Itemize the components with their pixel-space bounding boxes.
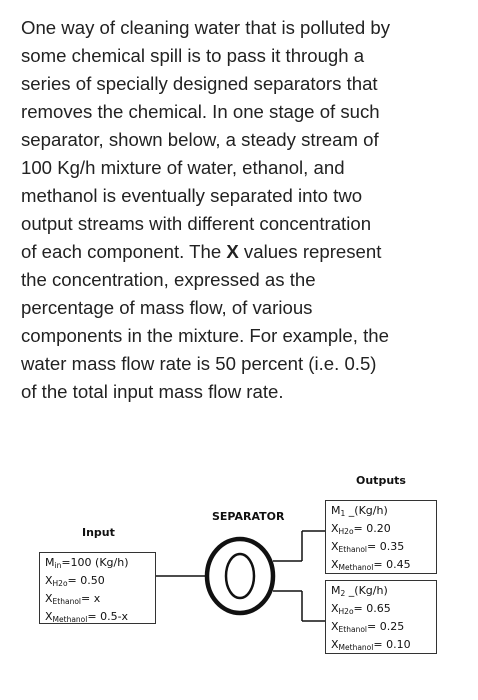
paragraph-line: separator, shown below, a steady stream of [21,129,379,150]
input-box [39,552,156,624]
paragraph-line: the concentration, expressed as the [21,269,316,290]
bold-x: X [226,241,239,262]
paragraph-line: components in the mixture. For example, the [21,325,389,346]
paragraph-text: of each component. The [21,241,227,262]
paragraph-line: output streams with different concentration [21,213,372,234]
paragraph-line: One way of cleaning water that is polluted by [21,17,390,38]
separator-diagram [0,440,478,700]
output2-x-methanol: $X_{Methanol}= 0.10$ [331,638,411,652]
input-x-water: $X_{H2o}= 0.50$ [45,574,105,588]
problem-paragraph [21,14,466,406]
paragraph-text: values represent [238,241,382,262]
separator-inner-ring [226,554,254,598]
output1-x-methanol: $X_{Methanol}= 0.45$ [331,558,411,572]
output2-mass-flow: $M_2$ _(Kg/h) [331,584,388,598]
input-mass-flow: $M_{in}=100$ (Kg/h) [45,556,129,570]
output2-box [325,580,437,654]
input-x-ethanol: $X_{Ethanol}= x$ [45,592,101,606]
output2-x-ethanol: $X_{Ethanol}= 0.25$ [331,620,405,634]
output1-box [325,500,437,574]
paragraph-line: 100 Kg/h mixture of water, ethanol, and [21,157,345,178]
input-x-methanol: $X_{Methanol}= 0.5-x$ [45,610,129,624]
outputs-label: Outputs [356,474,406,487]
paragraph-line [21,238,466,266]
paragraph-line: percentage of mass flow, of various [21,297,313,318]
paragraph-line: of the total input mass flow rate. [21,381,284,402]
input-label: Input [82,526,115,539]
output1-x-water: $X_{H2o}= 0.20$ [331,522,391,536]
output1-x-ethanol: $X_{Ethanol}= 0.35$ [331,540,405,554]
separator-outer-ring [207,539,273,613]
output2-x-water: $X_{H2o}= 0.65$ [331,602,391,616]
paragraph-line: methanol is eventually separated into two [21,185,363,206]
paragraph-line: removes the chemical. In one stage of such [21,101,380,122]
output1-mass-flow: $M_1$ _(Kg/h) [331,504,388,518]
paragraph-line: some chemical spill is to pass it through a [21,45,365,66]
paragraph-line: series of specially designed separators that [21,73,378,94]
paragraph-line: water mass flow rate is 50 percent (i.e. 0.5) [21,353,377,374]
separator-label: SEPARATOR [212,510,285,523]
